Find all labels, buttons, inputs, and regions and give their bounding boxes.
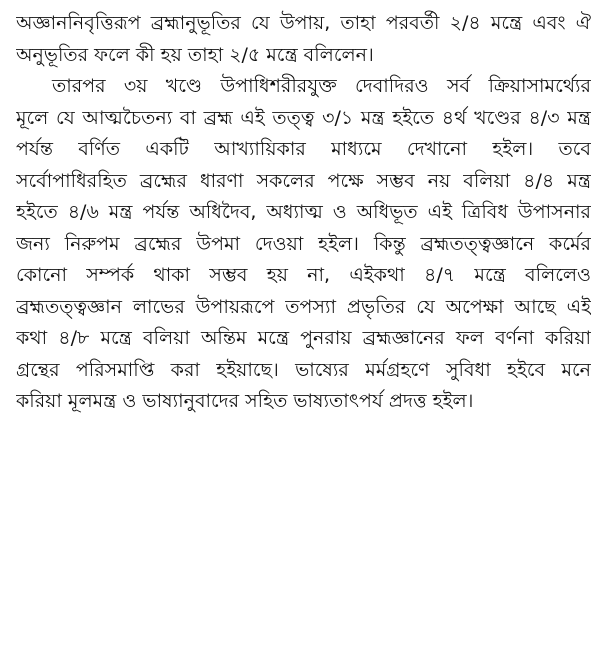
text-line: করিয়া মূলমন্ত্র ও ভাষ্যানুবাদের সহিত ভাষ্যতাৎপর্য প্রদত্ত হইল। <box>16 390 474 412</box>
paragraph-2 <box>16 71 591 418</box>
text-line: ব্রহ্মতত্ত্বজ্ঞান লাভের উপায়রূপে তপস্যা প্রভৃতির যে অপেক্ষা আছে এই <box>16 295 591 318</box>
text-line: তারপর ৩য় খণ্ডে উপাধিশরীরযুক্ত দেবাদিরও সর্ব ক্রিয়াসামর্থ্যের <box>52 75 591 97</box>
text-line: পর্যন্ত বর্ণিত একটি আখ্যায়িকার মাধ্যমে দেখানো হইল। তবে <box>16 138 591 160</box>
text-line: কোনো সম্পর্ক থাকা সম্ভব হয় না, এইকথা ৪/৭ মন্ত্রে বলিলেও <box>16 264 591 286</box>
text-line: অনুভূতির ফলে কী হয় তাহা ২/৫ মন্ত্রে বলিলেন। <box>16 43 374 66</box>
text-line: হইতে ৪/৬ মন্ত্র পর্যন্ত অধিদৈব, অধ্যাত্ম ও অধিভূত এই ত্রিবিধ উপাসনার <box>16 201 591 223</box>
text-line: অজ্ঞাননিবৃত্তিরূপ ব্রহ্মানুভূতির যে উপায়, তাহা পরবর্তী ২/৪ মন্ত্রে এবং ঐ <box>16 12 591 34</box>
document-page <box>16 8 591 418</box>
text-line: গ্রন্থের পরিসমাপ্তি করা হইয়াছে। ভাষ্যের মর্মগ্রহণে সুবিধা হইবে মনে <box>16 358 591 381</box>
text-line: মূলে যে আত্মচৈতন্য বা ব্রহ্ম এই তত্ত্ব ৩/১ মন্ত্র হইতে ৪র্থ খণ্ডের ৪/৩ মন্ত্র <box>16 106 591 129</box>
paragraph-1 <box>16 8 591 71</box>
text-line: সর্বোপাধিরহিত ব্রহ্মের ধারণা সকলের পক্ষে সম্ভব নয় বলিয়া ৪/৪ মন্ত্র <box>16 169 591 192</box>
text-line: জন্য নিরুপম ব্রহ্মের উপমা দেওয়া হইল। কিন্তু ব্রহ্মতত্ত্বজ্ঞানে কর্মের <box>16 232 591 255</box>
text-line: কথা ৪/৮ মন্ত্রে বলিয়া অন্তিম মন্ত্রে পুনরায় ব্রহ্মজ্ঞানের ফল বর্ণনা করিয়া <box>16 327 591 349</box>
